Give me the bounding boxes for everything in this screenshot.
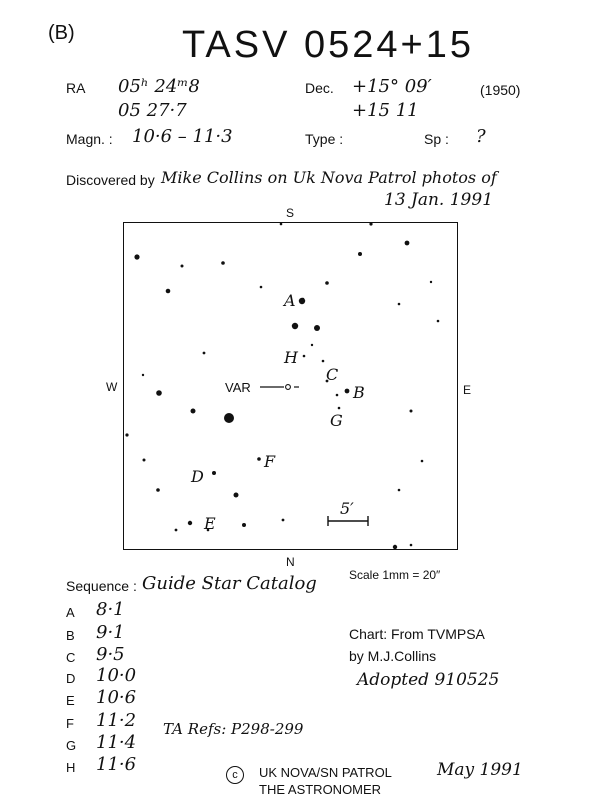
field-star — [134, 254, 139, 259]
sp-label: Sp : — [424, 131, 449, 147]
field-star — [336, 394, 339, 397]
adopted-date: Adopted 910525 — [357, 670, 500, 690]
sequence-letter: B — [66, 628, 75, 643]
field-star — [260, 286, 263, 289]
field-star — [410, 410, 413, 413]
finder-chart — [123, 222, 458, 550]
field-star — [191, 409, 196, 414]
compass-south: S — [286, 206, 295, 220]
chart-author: by M.J.Collins — [349, 648, 437, 664]
star-label-f: F — [264, 452, 276, 471]
field-star — [322, 360, 325, 363]
sequence-mag: 11·2 — [96, 710, 137, 731]
magn-label: Magn. : — [66, 131, 113, 147]
star-label-g: G — [330, 411, 343, 430]
star-d — [212, 471, 216, 475]
ra-2000-value: 05 27·7 — [118, 100, 187, 121]
sequence-mag: 9·1 — [96, 622, 125, 643]
compass-west: W — [106, 380, 118, 394]
field-star — [369, 223, 372, 226]
sequence-source: Guide Star Catalog — [142, 573, 317, 594]
sequence-letter: G — [66, 738, 77, 753]
field-star — [125, 433, 128, 436]
field-star — [430, 281, 432, 283]
star-label-a: A — [284, 291, 296, 310]
epoch-label: (1950) — [480, 82, 521, 98]
field-star — [398, 303, 401, 306]
field-star — [181, 265, 184, 268]
star-field — [124, 223, 457, 549]
copyright-icon: c — [226, 766, 244, 784]
field-star — [410, 544, 413, 547]
ra-1950-value: 05ʰ 24ᵐ8 — [118, 76, 200, 97]
field-star — [393, 545, 397, 549]
variable-star-marker — [286, 385, 291, 390]
sequence-letter: A — [66, 605, 75, 620]
field-star — [437, 320, 440, 323]
compass-east: E — [463, 383, 472, 397]
star-f — [257, 457, 261, 461]
field-star — [166, 289, 171, 294]
star-g — [338, 407, 341, 410]
sequence-mag: 10·6 — [96, 687, 137, 708]
discovery-line2: 13 Jan. 1991 — [384, 190, 494, 210]
field-star — [143, 459, 146, 462]
star-label-e: E — [204, 514, 216, 533]
dec-2000-value: +15 11 — [352, 100, 419, 121]
star-label-d: D — [191, 467, 204, 486]
sequence-mag: 10·0 — [96, 665, 137, 686]
field-star — [175, 529, 178, 532]
field-star — [242, 523, 246, 527]
field-star — [405, 241, 410, 246]
ra-label: RA — [66, 80, 86, 96]
dec-1950-value: +15° 09′ — [352, 76, 432, 97]
type-label: Type : — [305, 131, 344, 147]
org-line2: THE ASTRONOMER — [259, 782, 382, 797]
field-star — [280, 223, 283, 225]
star-b — [345, 389, 350, 394]
page-title: TASV 0524+15 — [182, 24, 474, 66]
sequence-mag: 11·6 — [96, 754, 137, 775]
scale-bar-label: 5′ — [340, 499, 354, 518]
scale-caption: Scale 1mm = 20″ — [349, 568, 441, 582]
ta-refs: TA Refs: P298-299 — [163, 720, 304, 738]
bright-star — [224, 413, 234, 423]
magn-value: 10·6 – 11·3 — [132, 126, 233, 147]
star-h — [303, 355, 306, 358]
field-star — [156, 390, 162, 396]
dec-label: Dec. — [305, 80, 334, 96]
sequence-mag: 9·5 — [96, 644, 125, 665]
star-label-b: B — [353, 383, 365, 402]
sp-value: ? — [476, 126, 486, 147]
sequence-letter: E — [66, 693, 75, 708]
field-star — [142, 374, 144, 376]
var-label: VAR — [225, 380, 251, 395]
publication-date: May 1991 — [437, 760, 523, 780]
sequence-label: Sequence : — [66, 578, 137, 594]
field-star — [358, 252, 362, 256]
field-star — [221, 261, 225, 265]
field-star — [311, 344, 313, 346]
star-label-c: C — [326, 365, 339, 384]
field-star — [156, 488, 160, 492]
discovery-prefix: Discovered by — [66, 172, 155, 188]
sequence-letter: F — [66, 716, 74, 731]
field-star — [421, 460, 424, 463]
sequence-mag: 8·1 — [96, 599, 125, 620]
compass-north: N — [286, 555, 295, 569]
field-star — [314, 325, 320, 331]
org-line1: UK NOVA/SN PATROL — [259, 765, 392, 780]
field-star — [292, 323, 298, 329]
field-star — [203, 352, 206, 355]
sequence-letter: H — [66, 760, 76, 775]
star-a — [299, 298, 305, 304]
field-star — [234, 493, 239, 498]
chart-source: Chart: From TVMPSA — [349, 626, 485, 642]
sequence-letter: C — [66, 650, 76, 665]
field-star — [325, 281, 329, 285]
star-label-h: H — [284, 348, 298, 367]
field-star — [398, 489, 401, 492]
panel-label: (B) — [48, 22, 75, 44]
sequence-mag: 11·4 — [96, 732, 137, 753]
field-star — [282, 519, 285, 522]
discovery-line1: Mike Collins on Uk Nova Patrol photos of — [161, 168, 497, 187]
sequence-letter: D — [66, 671, 76, 686]
field-star — [188, 521, 192, 525]
